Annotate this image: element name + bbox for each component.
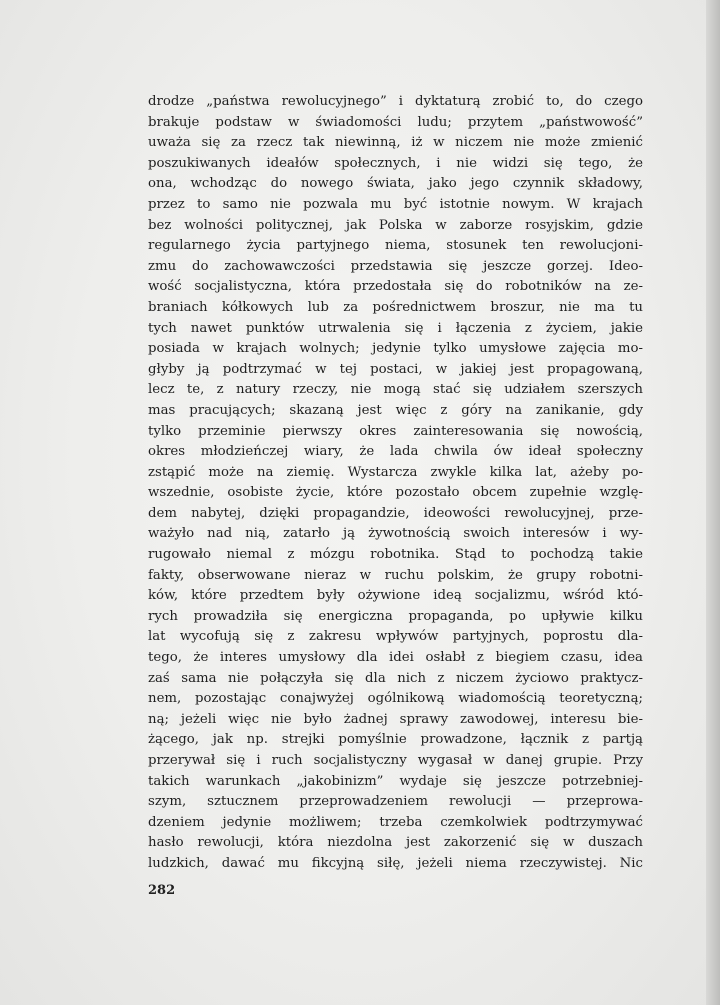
text-line: ważyło nad nią, zatarło ją żywotnością swoich interesów i wy- — [148, 526, 643, 542]
text-line: tylko przeminie pierwszy okres zainteresowania się nowością, — [148, 423, 643, 439]
text-line: żącego, jak np. strejki pomyślnie prowadzone, łącznik z partją — [148, 732, 643, 748]
text-line: ona, wchodząc do nowego świata, jako jego czynnik składowy, — [148, 176, 643, 192]
text-line: brakuje podstaw w świadomości ludu; przytem „państwowość” — [148, 114, 643, 130]
text-line: dzeniem jedynie możliwem; trzeba czemkolwiek podtrzymywać — [148, 814, 643, 830]
text-line: wszednie, osobiste życie, które pozostało obcem zupełnie wzglę- — [148, 485, 643, 501]
text-line: posiada w krajach wolnych; jedynie tylko umysłowe zajęcia mo- — [148, 341, 643, 357]
text-line: mas pracujących; skazaną jest więc z góry na zanikanie, gdy — [148, 402, 643, 418]
body-text — [148, 92, 643, 875]
page-edge-shadow — [706, 0, 720, 1005]
text-line: tych nawet punktów utrwalenia się i łączenia z życiem, jakie — [148, 320, 643, 336]
text-line: bez wolności politycznej, jak Polska w zaborze rosyjskim, gdzie — [148, 217, 643, 233]
text-line: lat wycofują się z zakresu wpływów partyjnych, poprostu dla- — [148, 629, 643, 645]
text-line: przerywał się i ruch socjalistyczny wygasał w danej grupie. Przy — [148, 753, 643, 768]
text-line: tego, że interes umysłowy dla idei osłabł z biegiem czasu, idea — [148, 650, 643, 666]
text-line: okres młodzieńczej wiary, że lada chwila ów ideał społeczny — [148, 444, 643, 460]
text-line: hasło rewolucji, która niezdolna jest zakorzenić się w duszach — [148, 835, 643, 851]
text-line: uważa się za rzecz tak niewinną, iż w niczem nie może zmienić — [148, 135, 643, 151]
text-line: poszukiwanych ideałów społecznych, i nie widzi się tego, że — [148, 155, 643, 171]
text-line: regularnego życia partyjnego niema, stosunek ten rewolucjoni- — [148, 238, 643, 254]
text-line: szym, sztucznem przeprowadzeniem rewolucji — przeprowa- — [148, 794, 643, 810]
text-line: fakty, obserwowane nieraz w ruchu polskim, że grupy robotni- — [148, 567, 643, 583]
text-line: ków, które przedtem były ożywione ideą socjalizmu, wśród któ- — [148, 588, 643, 604]
text-line: głyby ją podtrzymać w tej postaci, w jakiej jest propagowaną, — [148, 361, 643, 377]
page-number: 282 — [148, 883, 176, 898]
text-line: braniach kółkowych lub za pośrednictwem broszur, nie ma tu — [148, 299, 643, 315]
text-line: takich warunkach „jakobinizm” wydaje się jeszcze potrzebniej- — [148, 773, 643, 789]
text-line: zaś sama nie połączyła się dla nich z niczem życiowo praktycz- — [148, 670, 643, 686]
text-line: zmu do zachowawczości przedstawia się jeszcze gorzej. Ideo- — [148, 258, 643, 274]
text-line: ną; jeżeli więc nie było żadnej sprawy zawodowej, interesu bie- — [148, 711, 643, 727]
text-line: drodze „państwa rewolucyjnego” i dyktaturą zrobić to, do czego — [148, 94, 643, 109]
text-line: lecz te, z natury rzeczy, nie mogą stać się udziałem szerszych — [148, 382, 643, 398]
text-line: przez to samo nie pozwala mu być istotnie nowym. W krajach — [148, 196, 643, 212]
text-line: nem, pozostając conajwyżej ogólnikową wiadomością teoretyczną; — [148, 691, 643, 707]
text-line: rugowało niemal z mózgu robotnika. Stąd to pochodzą takie — [148, 547, 643, 563]
text-line: wość socjalistyczna, która przedostała się do robotników na ze- — [148, 279, 643, 295]
text-line: rych prowadziła się energiczna propaganda, po upływie kilku — [148, 608, 643, 624]
text-line: dem nabytej, dzięki propagandzie, ideowości rewolucyjnej, prze- — [148, 505, 643, 521]
text-line: ludzkich, dawać mu fikcyjną siłę, jeżeli niema rzeczywistej. Nic — [148, 855, 643, 871]
text-line: zstąpić może na ziemię. Wystarcza zwykle kilka lat, ażeby po- — [148, 464, 643, 480]
